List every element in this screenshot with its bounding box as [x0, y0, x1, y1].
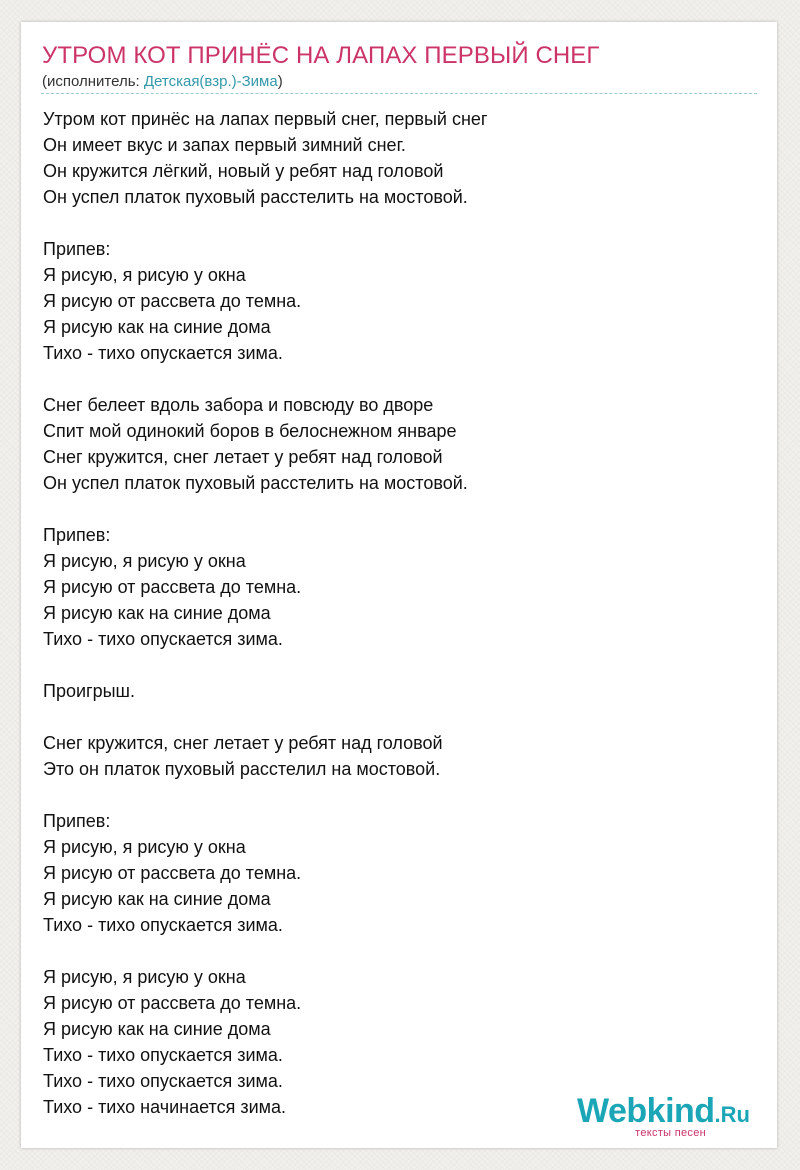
lyric-line: Припев: [43, 525, 111, 545]
lyric-line: Снег кружится, снег летает у ребят над головой [43, 733, 443, 753]
artist-line [42, 73, 283, 91]
lyric-blank-line [43, 704, 763, 730]
lyric-line: Тихо - тихо опускается зима. [43, 629, 283, 649]
lyric-line: Это он платок пуховый расстелил на мостовой. [43, 759, 441, 779]
lyric-line: Он имеет вкус и запах первый зимний снег. [43, 135, 406, 155]
lyric-blank-line [43, 496, 763, 522]
lyric-line: Снег кружится, снег летает у ребят над головой [43, 447, 443, 467]
lyric-blank-line [43, 652, 763, 678]
lyric-line: Он успел платок пуховый расстелить на мостовой. [43, 473, 468, 493]
lyric-line: Тихо - тихо опускается зима. [43, 915, 283, 935]
lyric-line: Я рисую, я рисую у окна [43, 967, 246, 987]
lyric-line: Он кружится лёгкий, новый у ребят над головой [43, 161, 444, 181]
lyric-line: Я рисую, я рисую у окна [43, 837, 246, 857]
lyric-line: Тихо - тихо опускается зима. [43, 343, 283, 363]
lyric-line: Спит мой одинокий боров в белоснежном январе [43, 421, 457, 441]
lyric-blank-line [43, 938, 763, 964]
lyric-line: Я рисую от рассвета до темна. [43, 993, 302, 1013]
lyric-line: Я рисую от рассвета до темна. [43, 577, 302, 597]
artist-prefix: (исполнитель: [42, 73, 144, 90]
lyric-line: Снег белеет вдоль забора и повсюду во дворе [43, 395, 434, 415]
lyric-line: Я рисую от рассвета до темна. [43, 863, 302, 883]
logo-domain: .Ru [714, 1102, 750, 1127]
lyrics-body [43, 106, 763, 1120]
lyric-line: Утром кот принёс на лапах первый снег, первый снег [43, 109, 488, 129]
lyric-blank-line [43, 210, 763, 236]
lyric-line: Я рисую как на синие дома [43, 317, 271, 337]
logo-subtitle: тексты песен [635, 1127, 706, 1139]
lyric-line: Тихо - тихо начинается зима. [43, 1097, 287, 1117]
site-logo[interactable] [577, 1092, 750, 1139]
lyric-line: Припев: [43, 811, 111, 831]
artist-suffix: ) [277, 73, 283, 90]
lyric-line: Тихо - тихо опускается зима. [43, 1045, 283, 1065]
lyric-line: Припев: [43, 239, 111, 259]
lyric-line: Он успел платок пуховый расстелить на мостовой. [43, 187, 468, 207]
lyric-blank-line [43, 782, 763, 808]
artist-link[interactable]: Детская(взр.)-Зима [143, 73, 278, 90]
lyric-line: Я рисую как на синие дома [43, 603, 271, 623]
song-title: УТРОМ КОТ ПРИНЁС НА ЛАПАХ ПЕРВЫЙ СНЕГ [42, 42, 600, 69]
lyric-line: Я рисую, я рисую у окна [43, 265, 246, 285]
lyric-line: Я рисую как на синие дома [43, 1019, 271, 1039]
lyric-line: Проигрыш. [43, 681, 135, 701]
lyric-line: Тихо - тихо опускается зима. [43, 1071, 283, 1091]
lyric-line: Я рисую от рассвета до темна. [43, 291, 302, 311]
lyric-line: Я рисую, я рисую у окна [43, 551, 246, 571]
lyrics-card [21, 22, 777, 1148]
lyric-blank-line [43, 366, 763, 392]
lyric-line: Я рисую как на синие дома [43, 889, 271, 909]
logo-wordmark: Webkind [577, 1092, 715, 1130]
title-divider [41, 93, 757, 94]
